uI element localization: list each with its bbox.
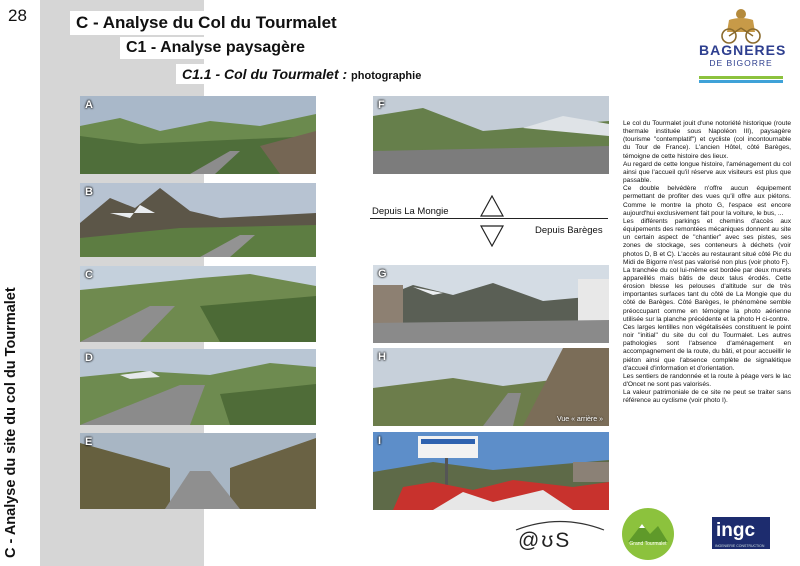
photo-g xyxy=(373,265,609,343)
photo-b xyxy=(80,183,316,257)
body-paragraph: Ce double belvédère n'offre aucun équipement permettant de profiter des vues qu'il offre aux piétons. Comme le montre la photo G, l'espace est encore aujourd'hui exclusivement fait pour la voiture, le bus, ... xyxy=(623,185,791,217)
body-paragraph: La tranchée du col lui-même est bordée par deux murets appareillés mais bâtis de deux talus érodés. Cette érosion blesse les pelouses d'altitude sur de très importantes surfaces tant du côté de La Mongie que du côté de Barèges. Côté Barèges, le phénomène semble préoccupant comme en témoigne la photo aérienne utilisée sur la planche précédente et la photo H ci-contre. xyxy=(623,266,791,323)
body-paragraph: Le col du Tourmalet jouit d'une notoriété historique (route thermale instituée sous Napoléon III), paysagère (tourisme "contemplatif") et cycliste (col incontournable du Tour de France). L'ancien Hôtel, côté Barèges, témoigne de cette histoire des lieux. xyxy=(623,120,791,160)
bagneres-logo xyxy=(699,6,787,86)
body-paragraph: Les différents parkings et chemins d'accès aux équipements des remontées mécaniques donnent au site un certain aspect de "chantier" avec ses pistes, ses zones de stockage, ses conteneurs à déchets (voir photos D, B et C). L'accès au restaurant situé côté Pic du Midi de Bigorre n'est pas valorisé non plus (voir photo F). xyxy=(623,217,791,266)
section-title-main: C1.1 - Col du Tourmalet : xyxy=(182,66,348,82)
main-title: C - Analyse du Col du Tourmalet xyxy=(70,11,345,35)
photo-i-landscape xyxy=(373,432,609,510)
photo-a-letter: A xyxy=(85,99,93,111)
body-paragraph: Ces larges lentilles non végétalisées constituent le point noir "initial" du site du col du Tourmalet. Les autres pathologies sont l'absence d'aménagement en accompagnement de la route, du bâti, et pour accueillir le piéton ainsi que l'absence complète de signalétique d'accueil d'information et d'orientation. xyxy=(623,323,791,372)
photo-h-landscape xyxy=(373,348,609,426)
photo-h-caption: Vue « arrière » xyxy=(556,416,603,423)
photo-a-landscape xyxy=(80,96,316,174)
green-logo xyxy=(622,508,674,560)
photo-e xyxy=(80,433,316,509)
photo-d-letter: D xyxy=(85,352,93,364)
bagneres-logo-line2: DE BIGORRE xyxy=(709,58,773,68)
section-title-suffix: photographie xyxy=(351,70,422,82)
photo-f-letter: F xyxy=(378,99,385,111)
photo-i-letter: I xyxy=(378,435,382,447)
subtitle: C1 - Analyse paysagère xyxy=(120,37,313,59)
photo-h-letter: H xyxy=(378,351,386,363)
body-text xyxy=(623,120,791,405)
vertical-title: C - Analyse du site du col du Tourmalet xyxy=(3,287,19,558)
green-logo-mountain-icon xyxy=(622,508,674,560)
photo-e-letter: E xyxy=(85,436,93,448)
cyclist-logo-icon xyxy=(699,6,783,46)
ingc-logo-subtitle: INGENIERIE CONSTRUCTION xyxy=(715,544,765,548)
photo-b-letter: B xyxy=(85,186,93,198)
photo-c xyxy=(80,266,316,342)
triangle-up-icon xyxy=(480,195,504,217)
body-paragraph: La valeur patrimoniale de ce site ne peut se traiter sans référence au cyclisme (voir photo I). xyxy=(623,389,791,405)
photo-f xyxy=(373,96,609,174)
bagneres-logo-line1: BAGNERES xyxy=(699,42,787,58)
direction-divider xyxy=(370,218,608,219)
photo-g-landscape xyxy=(373,265,609,343)
ingc-logo xyxy=(712,517,770,549)
aos-logo-text: @ʊS xyxy=(518,529,572,552)
photo-c-landscape xyxy=(80,266,316,342)
photo-i xyxy=(373,432,609,510)
photo-f-landscape xyxy=(373,96,609,174)
page-number: 28 xyxy=(8,6,27,25)
aos-logo xyxy=(510,517,610,557)
green-logo-text: Grand Tourmalet xyxy=(629,541,667,547)
photo-h xyxy=(373,348,609,426)
photo-b-landscape xyxy=(80,183,316,257)
body-paragraph: Au regard de cette longue histoire, l'aménagement du col ainsi que l'accueil qu'il réserve aux visiteurs est plus que passable. xyxy=(623,160,791,185)
triangle-down-icon xyxy=(480,225,504,247)
direction-from-bareges: Depuis Barèges xyxy=(535,225,603,236)
photo-d xyxy=(80,349,316,425)
photo-d-landscape xyxy=(80,349,316,425)
photo-a xyxy=(80,96,316,174)
ingc-logo-text: ingc xyxy=(716,520,756,541)
photo-e-landscape xyxy=(80,433,316,509)
direction-from-mongie: Depuis La Mongie xyxy=(372,206,449,217)
logo-stripes-icon xyxy=(699,76,783,86)
body-paragraph: Les sentiers de randonnée et la route à péage vers le lac d'Oncet ne sont pas valorisés. xyxy=(623,372,791,388)
photo-c-letter: C xyxy=(85,269,93,281)
photo-g-letter: G xyxy=(378,268,387,280)
section-title xyxy=(176,64,429,84)
